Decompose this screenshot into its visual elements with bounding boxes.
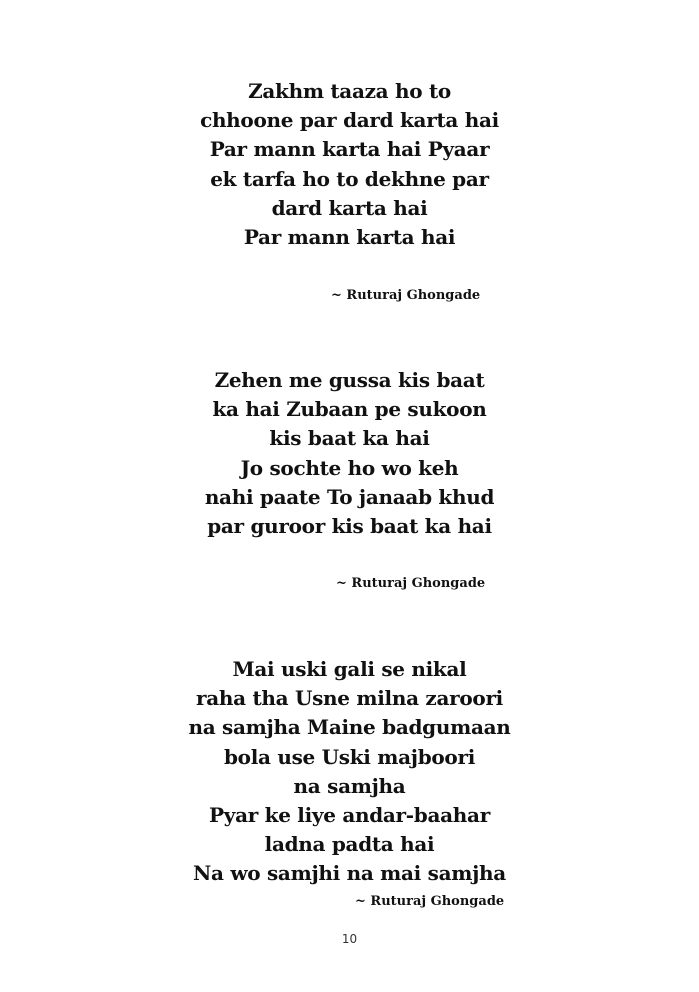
poem-line: na samjha [293,773,406,798]
poem-line: Par mann karta hai [243,225,456,250]
poem-line: chhoone par dard karta hai [200,108,499,133]
poem-line: Zakhm taaza ho to [248,79,451,103]
poem-line: Na wo samjhi na mai samjha [193,861,506,886]
poem-3-author: ~ Ruturaj Ghongade [355,894,505,909]
poem-line: bola use Uski majboori [223,744,475,769]
poem-line: ka hai Zubaan pe sukoon [212,397,487,422]
poem-line: par guroor kis baat ka hai [207,514,492,539]
poem-line: na samjha Maine badgumaan [188,715,511,740]
poem-1 [0,77,699,252]
poem-2 [0,366,699,541]
poem-line: raha tha Usne milna zaroori [196,686,503,711]
poem-line: Zehen me gussa kis baat [214,368,485,392]
poem-line: Pyar ke liye andar-baahar [209,803,490,828]
poem-line: kis baat ka hai [269,426,430,451]
poem-line: nahi paate To janaab khud [204,484,495,509]
poem-1-author: ~ Ruturaj Ghongade [331,288,481,303]
poem-line: ek tarfa ho to dekhne par [210,166,489,191]
poem-line: Mai uski gali se nikal [232,657,467,681]
poem-line: ladna padta hai [264,832,435,857]
poem-3 [0,655,699,889]
page-number: 10 [341,932,358,946]
poem-line: dard karta hai [271,195,428,220]
poem-2-author: ~ Ruturaj Ghongade [336,576,486,591]
poem-line: Par mann karta hai Pyaar [209,137,490,162]
poem-line: Jo sochte ho wo keh [240,455,459,480]
